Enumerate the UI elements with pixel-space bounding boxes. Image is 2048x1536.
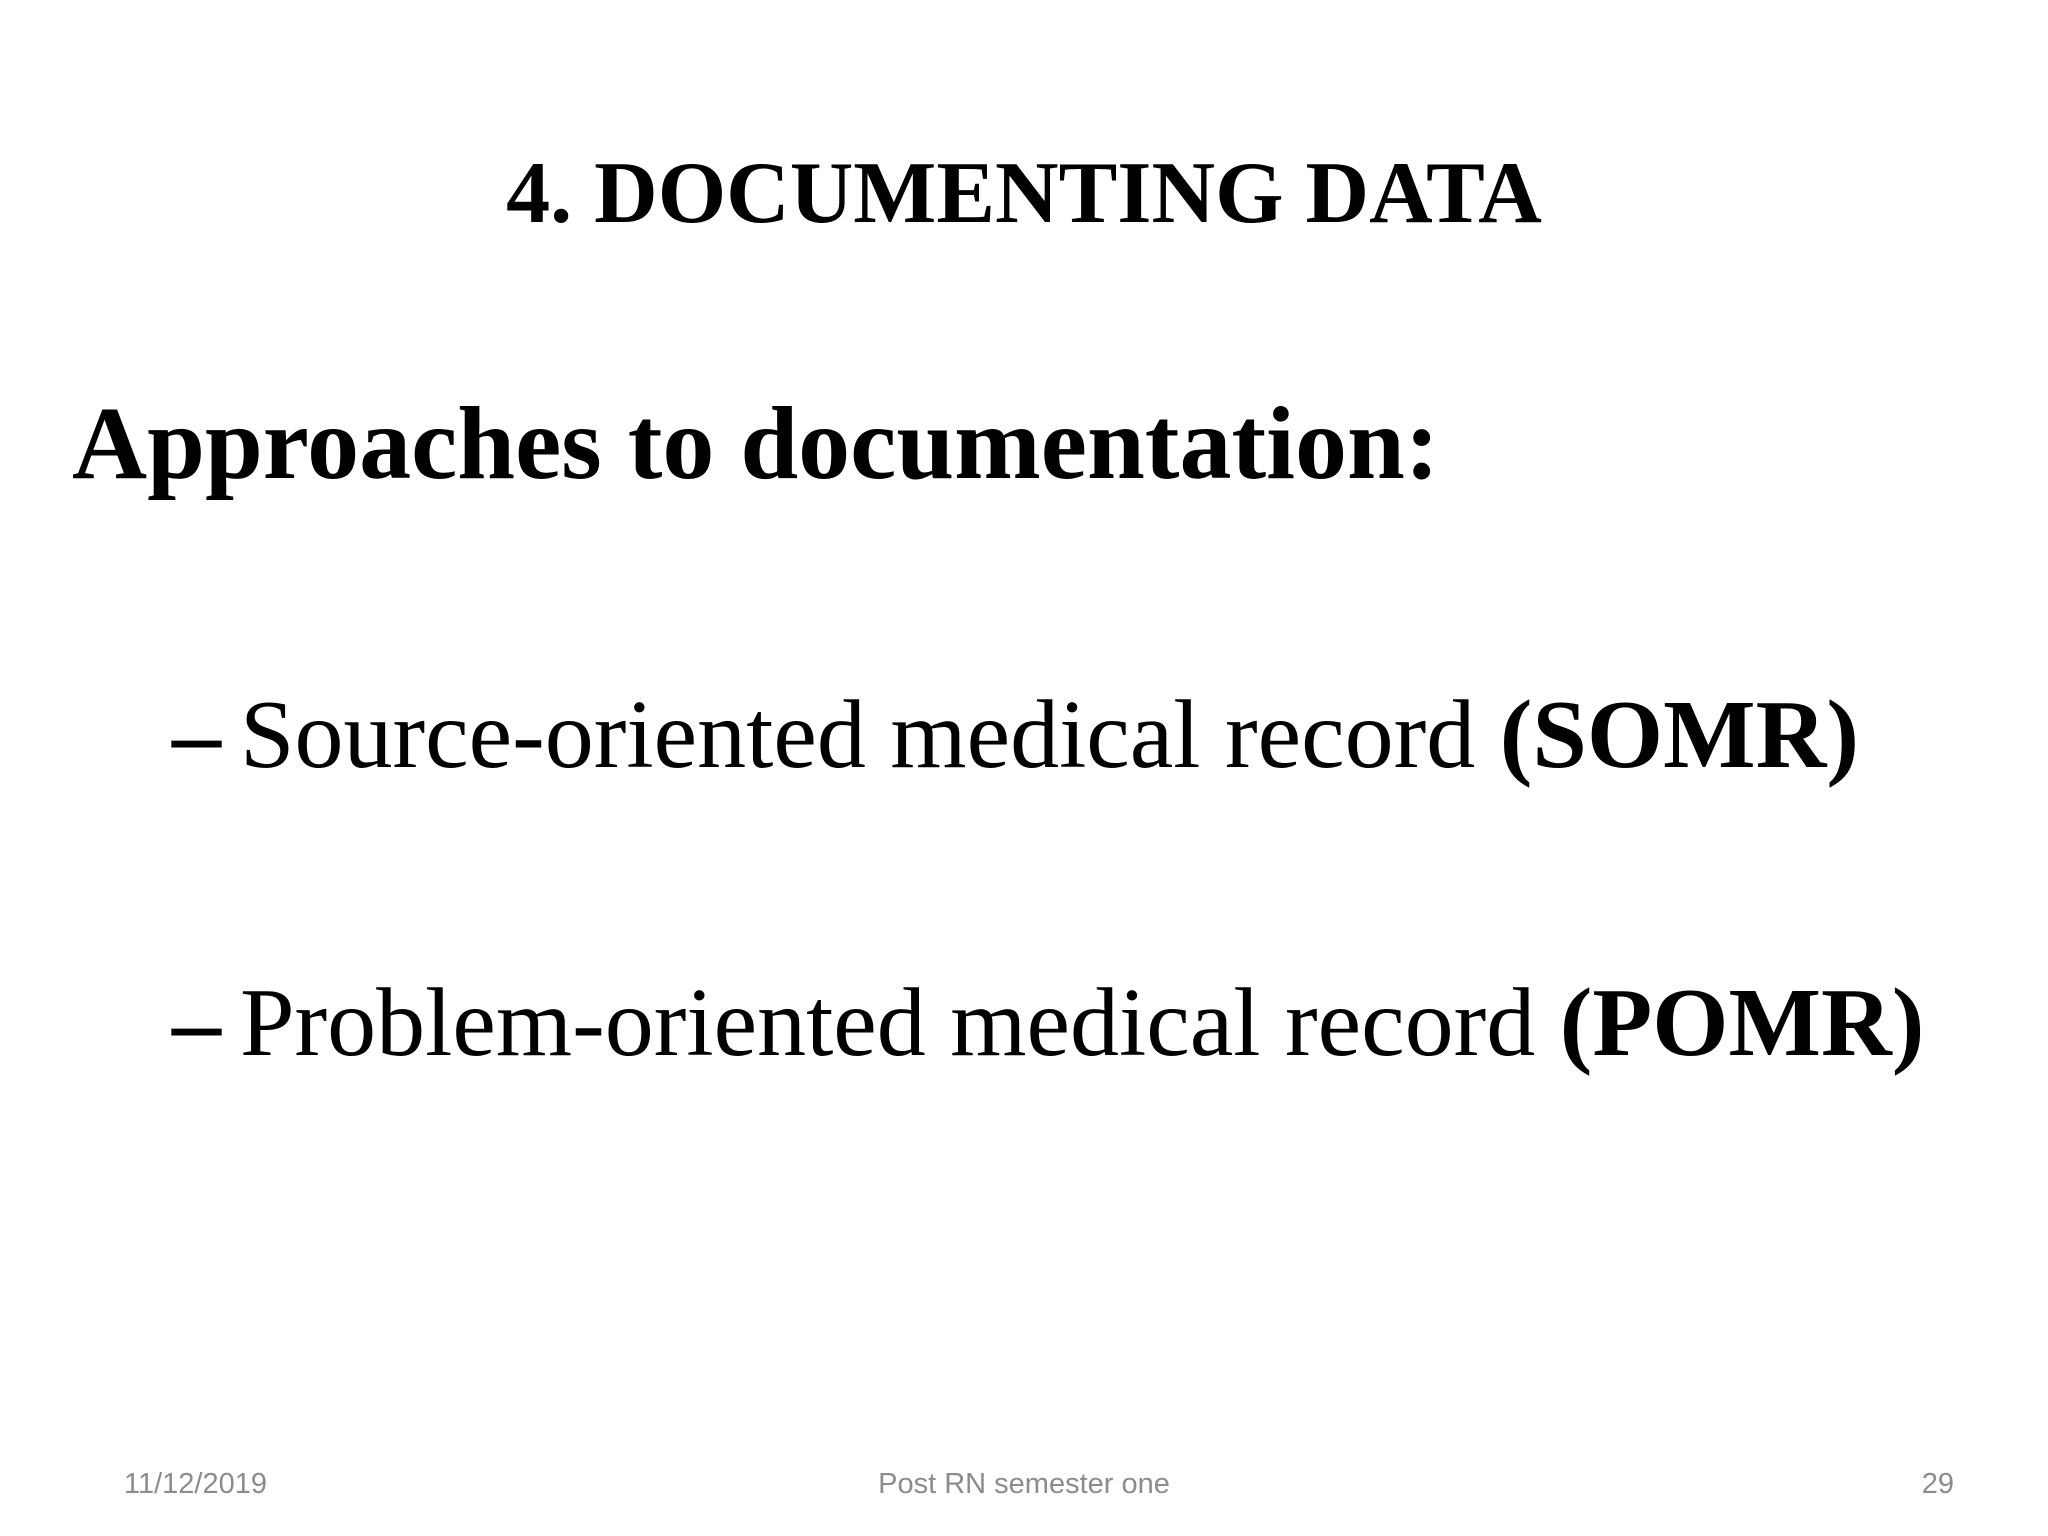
dash-bullet-icon: – bbox=[172, 681, 221, 789]
dash-bullet-icon: – bbox=[172, 969, 221, 1077]
footer-page-number: 29 bbox=[1921, 1468, 1954, 1500]
slide-title: 4. DOCUMENTING DATA bbox=[506, 145, 1542, 242]
bullet-text: Problem-oriented medical record bbox=[240, 969, 1560, 1077]
bullet-item-somr bbox=[172, 681, 1860, 789]
footer-center-text: Post RN semester one bbox=[878, 1468, 1170, 1500]
bullet-text: Source-oriented medical record bbox=[240, 681, 1500, 789]
section-heading: Approaches to documentation: bbox=[72, 386, 1440, 501]
bullet-item-pomr bbox=[172, 969, 1925, 1077]
bullet-abbreviation: (SOMR) bbox=[1499, 681, 1860, 789]
footer-date: 11/12/2019 bbox=[124, 1468, 267, 1500]
bullet-abbreviation: (POMR) bbox=[1559, 969, 1925, 1077]
